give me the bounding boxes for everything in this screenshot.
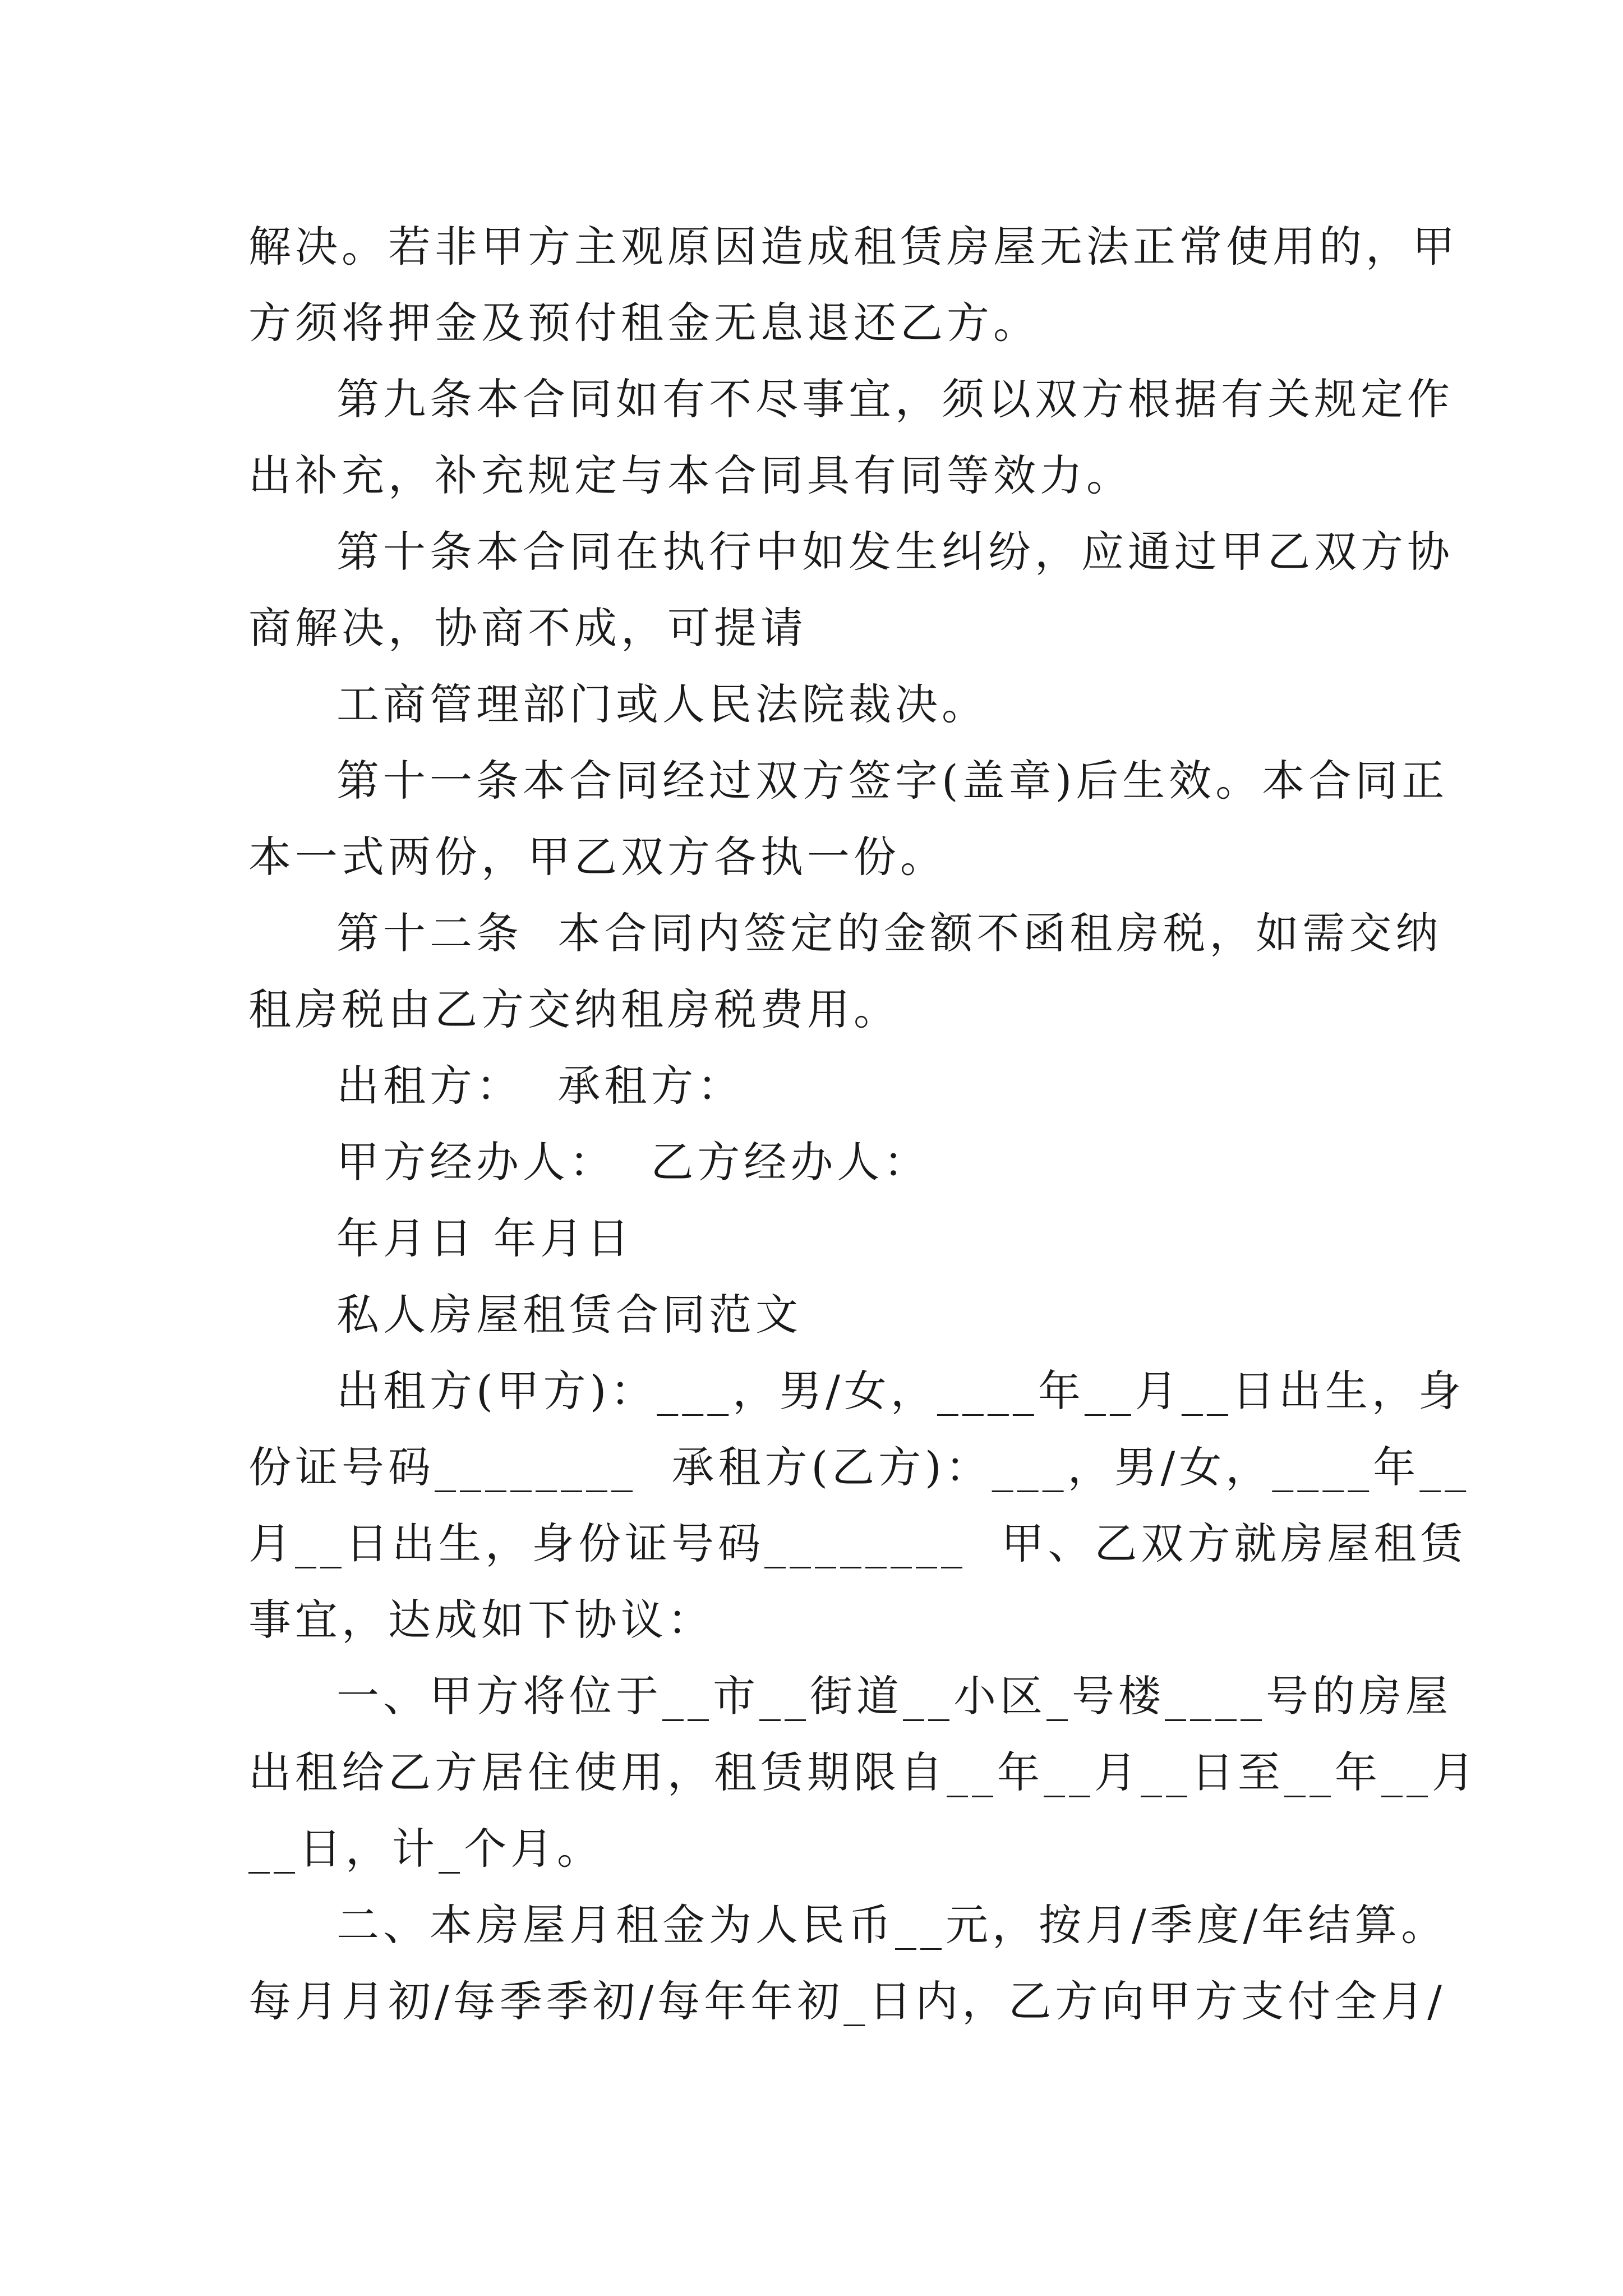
text-line: 一、甲方将位于__市__街道__小区_号楼____号的房屋 [336,1671,1452,1721]
text-line: 第九条本合同如有不尽事宜，须以双方根据有关规定作 [336,374,1454,424]
text-line: 份证号码________ 承租方(乙方)：___，男/女，____年__ [248,1442,1470,1492]
text-line: 本一式两份，甲乙双方各执一份。 [248,832,947,882]
text-line: 商解决，协商不成，可提请 [248,603,807,653]
text-line: 方须将押金及预付租金无息退还乙方。 [248,298,1040,348]
text-line: 第十条本合同在执行中如发生纠纷，应通过甲乙双方协 [336,527,1454,577]
text-line: 二、本房屋月租金为人民币__元，按月/季度/年结算。 [336,1900,1448,1950]
text-line: 租房税由乙方交纳租房税费用。 [248,984,900,1034]
text-line: 工商管理部门或人民法院裁决。 [336,679,988,729]
text-line: 月__日出生，身份证号码________ 甲、乙双方就房屋租赁 [248,1519,1467,1568]
text-line: 每月月初/每季季初/每年年初_日内，乙方向甲方支付全月/ [248,1976,1446,2026]
text-line: 私人房屋租赁合同范文 [336,1290,802,1340]
text-line: 解决。若非甲方主观原因造成租赁房屋无法正常使用的，甲 [248,222,1459,272]
text-line: 年月日 年月日 [336,1213,634,1263]
text-line: 出租给乙方居住使用，租赁期限自__年__月__日至__年__月 [248,1747,1478,1797]
text-line: 第十一条本合同经过双方签字(盖章)后生效。本合同正 [336,756,1449,806]
text-line: 事宜，达成如下协议： [248,1595,714,1645]
text-line: 出补充，补充规定与本合同具有同等效力。 [248,450,1133,500]
text-line: 甲方经办人： 乙方经办人： [336,1137,930,1187]
text-line: 第十二条 本合同内签定的金额不函租房税，如需交纳 [336,908,1442,958]
text-line: __日，计_个月。 [248,1824,603,1874]
text-line: 出租方(甲方)：___，男/女，____年__月__日出生，身 [336,1366,1465,1416]
text-line: 出租方： 承租方： [336,1061,744,1111]
